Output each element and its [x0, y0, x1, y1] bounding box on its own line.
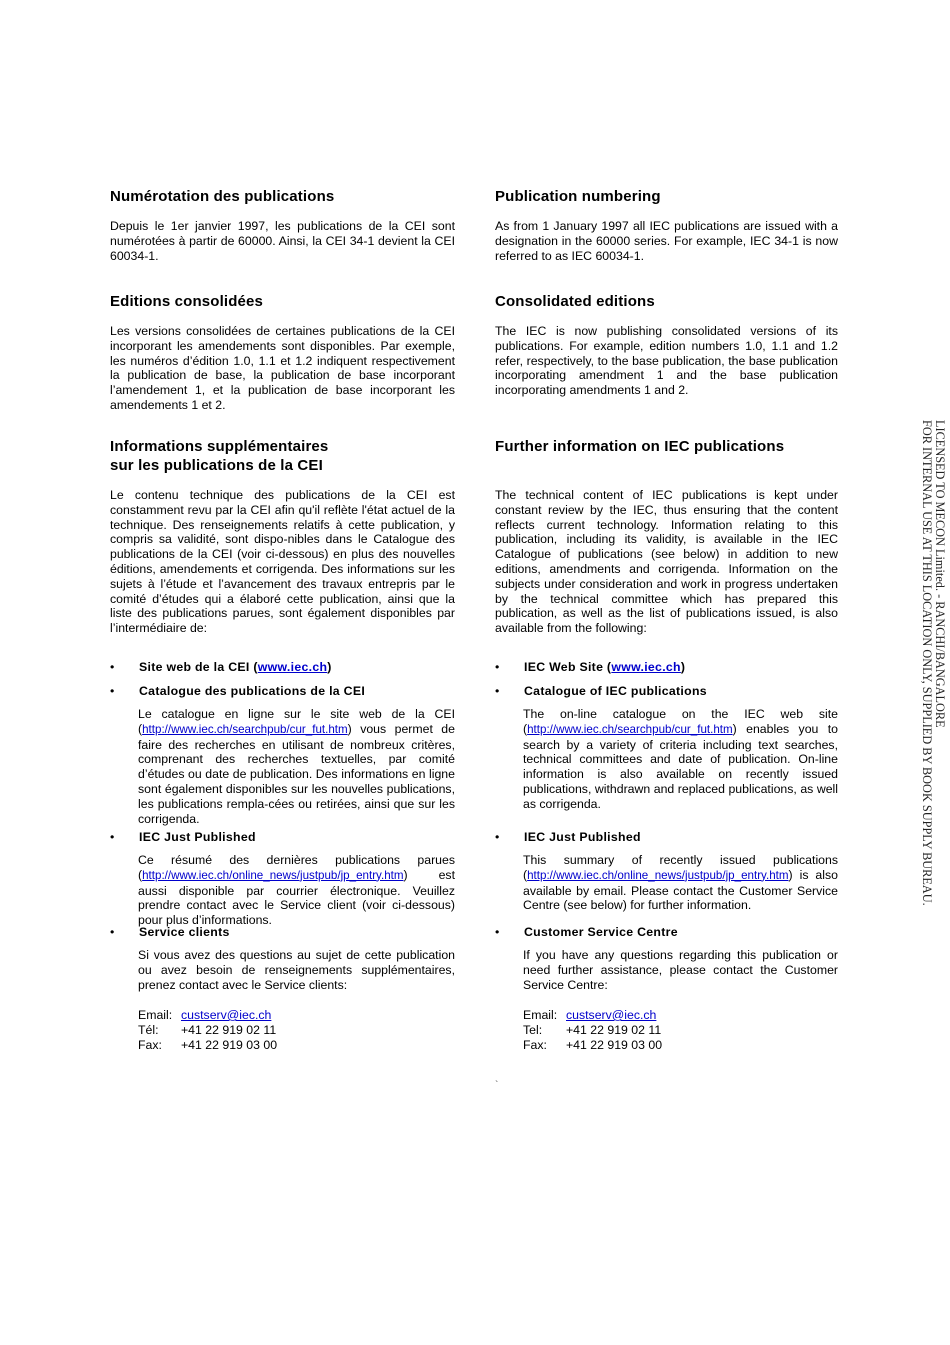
website-link-fr[interactable]: www.iec.ch [257, 660, 328, 674]
stray-mark: ` [495, 1080, 499, 1091]
service-body-fr: Si vous avez des questions au sujet de cette publication ou avez besoin de renseignements supplémentaires, prenez contact avec le Service clients: [138, 948, 455, 992]
numbering-body-fr: Depuis le 1er janvier 1997, les publications de la CEI sont numérotées à partir de 60000. Ainsi, la CEI 34-1 devient la CEI 60034-1. [110, 219, 455, 263]
numbering-body-en: As from 1 January 1997 all IEC publications are issued with a designation in the 60000 series. For example, IEC 34-1 is now referred to as IEC 60034-1. [495, 219, 838, 263]
license-stamp-line1: LICENSED TO MECON Limited. - RANCHI/BANGALORE [933, 420, 947, 728]
bullet-icon: • [495, 830, 500, 844]
email-link-en[interactable]: custserv@iec.ch [566, 1008, 657, 1022]
license-stamp-line2: FOR INTERNAL USE AT THIS LOCATION ONLY, SUPPLIED BY BOOK SUPPLY BUREAU. [920, 420, 934, 906]
bullet-icon: • [495, 684, 500, 698]
bullet-icon: • [110, 684, 115, 698]
bullet-icon: • [110, 830, 115, 844]
bullet-icon: • [110, 925, 115, 939]
english-column [495, 184, 838, 1052]
catalogue-body-fr: Le catalogue en ligne sur le site web de la CEI (http://www.iec.ch/searchpub/cur_fut.htm) vous permet de faire des recherches en utilisant de nombreux critères, comprenant des recherches textuelles, par comité d’études ou date de publication. Des informations en ligne sont également disponibles sur les nouvelles publications, les publications rempla-cées ou retirées, ainsi que sur les corrigenda. [138, 707, 455, 826]
further-info-body-en: The technical content of IEC publications is kept under constant review by the IEC, thus ensuring that the content reflects current technology. Information relating to this publication, including its validity, is available in the IEC Catalogue of publications (see below) in addition to new editions, amendments and corrigenda. Information on the subjects under consideration and work in progress undertaken by the technical committee which has prepared this publication, as well as the list of publications issued, is also available from the following: [495, 488, 838, 636]
bullet-service-en: • Customer Service Centre [495, 925, 678, 939]
consolidated-heading-fr: Editions consolidées [110, 293, 264, 310]
just-published-link-fr[interactable]: http://www.iec.ch/online_news/justpub/jp_entry.htm [142, 868, 404, 882]
fax-en: +41 22 919 03 00 [566, 1037, 663, 1052]
numbering-heading-fr: Numérotation des publications [110, 188, 335, 205]
bullet-just-published-en: • IEC Just Published [495, 830, 641, 844]
contact-block-fr: Email: custserv@iec.ch Tél: +41 22 919 02 11 Fax: +41 22 919 03 00 [138, 1008, 278, 1052]
bullet-icon: • [110, 660, 115, 674]
further-info-heading-fr [110, 437, 455, 475]
bullet-website-en: • IEC Web Site (www.iec.ch) [495, 660, 686, 674]
phone-en: +41 22 919 02 11 [566, 1022, 662, 1037]
bullet-icon: • [495, 660, 500, 674]
further-info-body-fr: Le contenu technique des publications de la CEI est constamment revu par la CEI afin qu'il reflète l'état actuel de la technique. Des renseignements relatifs à cette publication, y compris sa validité, sont dispo-nibles dans le Catalogue des publications de la CEI (voir ci-dessous) en plus des nouvelles éditions, amendements et corrigenda. Des informations sur les sujets à l’étude et l’avancement des travaux entrepris par le comité d’études qui a élaboré cette publication, ainsi que la liste des publications parues, sont également disponibles par l’intermédiaire de: [110, 488, 455, 636]
just-published-body-en: This summary of recently issued publications (http://www.iec.ch/online_news/justpub/jp_entry.htm) is also available by email. Please contact the Customer Service Centre (see below) for further information. [523, 853, 838, 913]
numbering-heading-en: Publication numbering [495, 188, 661, 205]
bullet-icon: • [495, 925, 500, 939]
website-link-en[interactable]: www.iec.ch [611, 660, 681, 674]
bullet-just-published-fr: • IEC Just Published [110, 830, 256, 844]
catalogue-body-en: The on-line catalogue on the IEC web site (http://www.iec.ch/searchpub/cur_fut.htm) enables you to search by a variety of criteria including text searches, technical committees and date of publication. On-line information is also available on recently issued publications, withdrawn and replaced publications, as well as corrigenda. [523, 707, 838, 811]
further-info-heading-fr-line1: Informations supplémentaires [110, 438, 329, 455]
service-body-en: If you have any questions regarding this publication or need further assistance, please contact the Customer Service Centre: [523, 948, 838, 992]
just-published-link-en[interactable]: http://www.iec.ch/online_news/justpub/jp_entry.htm [527, 868, 789, 882]
french-column [110, 184, 455, 1052]
catalogue-link-fr[interactable]: http://www.iec.ch/searchpub/cur_fut.htm [142, 722, 348, 736]
bullet-service-fr: • Service clients [110, 925, 230, 939]
phone-fr: +41 22 919 02 11 [181, 1022, 277, 1037]
catalogue-link-en[interactable]: http://www.iec.ch/searchpub/cur_fut.htm [527, 722, 733, 736]
bullet-website-fr: • Site web de la CEI (www.iec.ch) [110, 660, 332, 674]
consolidated-heading-en: Consolidated editions [495, 293, 655, 310]
just-published-body-fr: Ce résumé des dernières publications parues (http://www.iec.ch/online_news/justpub/jp_entry.htm) est aussi disponible par courrier électronique. Veuillez prendre contact avec le Service client (voir ci-dessous) pour plus d’informations. [138, 853, 455, 928]
further-info-heading-fr-line2: sur les publications de la CEI [110, 457, 323, 474]
bullet-catalogue-en: • Catalogue of IEC publications [495, 684, 707, 698]
bullet-catalogue-fr: • Catalogue des publications de la CEI [110, 684, 366, 698]
fax-fr: +41 22 919 03 00 [181, 1037, 278, 1052]
email-link-fr[interactable]: custserv@iec.ch [181, 1008, 272, 1022]
contact-block-en: Email: custserv@iec.ch Tel: +41 22 919 02 11 Fax: +41 22 919 03 00 [523, 1008, 663, 1052]
further-info-heading-en: Further information on IEC publications [495, 438, 785, 455]
license-stamp [919, 420, 949, 940]
consolidated-body-en: The IEC is now publishing consolidated versions of its publications. For example, edition numbers 1.0, 1.1 and 1.2 refer, respectively, to the base publication, the base publication incorporating amendment 1 and the base publication incorporating amendments 1 and 2. [495, 324, 838, 398]
consolidated-body-fr: Les versions consolidées de certaines publications de la CEI incorporant les amendements sont disponibles. Par exemple, les numéros d’édition 1.0, 1.1 et 1.2 indiquent respectivement la publication de base, la publication de base incorporant l’amendement 1, et la publication de base incorporant les amendements 1 et 2. [110, 324, 455, 412]
